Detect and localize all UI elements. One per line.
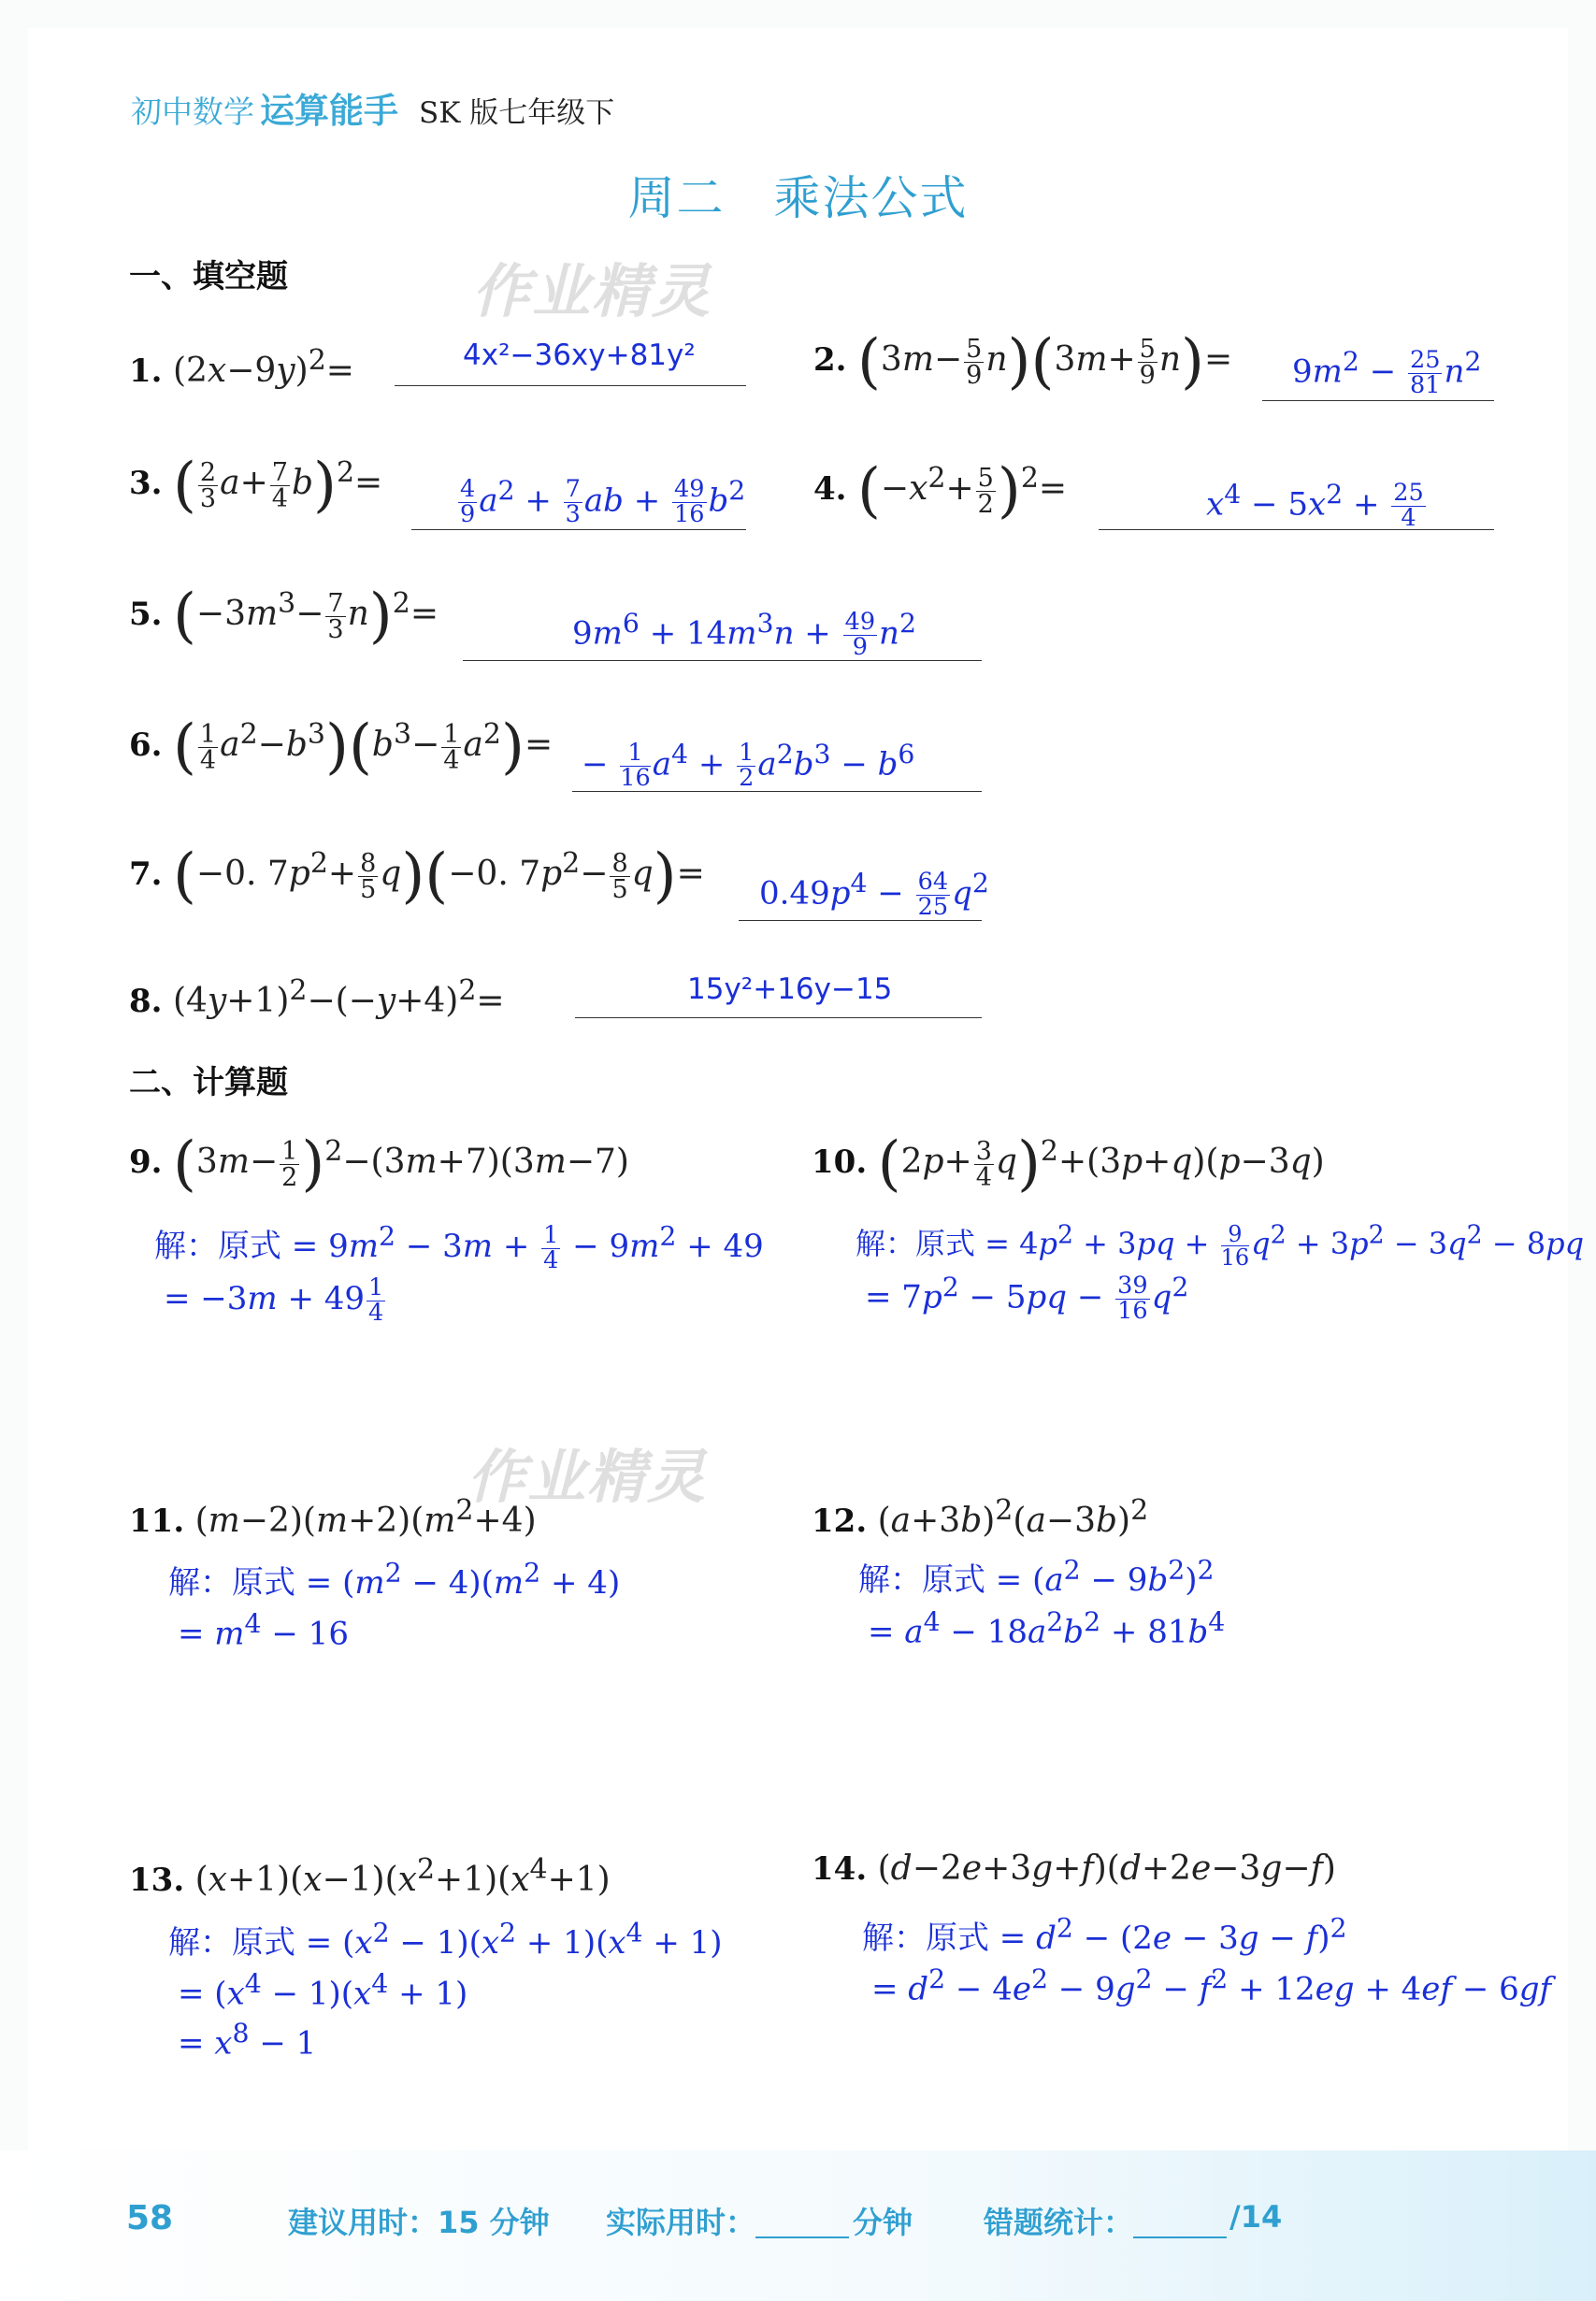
question-number: 3. xyxy=(129,465,163,502)
answer-line xyxy=(463,660,982,661)
question-4: 4. ($-x^2+$ $\frac{5}{2}$ )$^2$= xyxy=(813,456,1068,525)
solution-14-step-1: 解：原式 = $d^2 - (2e - 3g - f)^2$ xyxy=(862,1912,1347,1957)
question-10: 10. (2p+ $\frac{3}{4}$ q)$^2$+(3p+q)(p−3q) xyxy=(812,1129,1325,1199)
question-3: 3. ( $\frac{2}{3}$ a+ $\frac{7}{4}$ b)$^2$= xyxy=(129,451,383,520)
section-fill-title: 一、填空题 xyxy=(129,258,288,295)
watermark: 作业精灵 xyxy=(472,257,712,325)
page-number: 58 xyxy=(126,2199,174,2237)
question-number: 7. xyxy=(129,856,163,893)
solution-13-step-2: = $(x^4 - 1)(x^4 + 1)$ xyxy=(178,1968,468,2013)
question-8: 8. $(4y+1)^2-(-y+4)^2=$ xyxy=(129,974,505,1020)
error-count-label: 错题统计： xyxy=(984,2205,1134,2240)
question-number: 4. xyxy=(813,470,847,508)
question-number: 8. xyxy=(129,983,163,1020)
solution-13-step-1: 解：原式 = $(x^2 - 1)(x^2 + 1)(x^4 + 1)$ xyxy=(168,1917,723,1962)
error-count-field[interactable] xyxy=(1133,2236,1227,2238)
solution-13-step-3: = $x^8 - 1$ xyxy=(178,2018,317,2063)
answer-line xyxy=(1262,400,1494,401)
solution-10-step-1: 解：原式 = $4p^2 + 3pq$ + $\frac{9}{16}$ $q^2 + 3p^2 - 3q^2 - 8pq$ xyxy=(856,1220,1585,1271)
solution-11-step-2: = $m^4 - 16$ xyxy=(178,1608,349,1653)
question-number: 1. xyxy=(129,352,163,390)
solution-14-step-2: = $d^2 - 4e^2 - 9g^2 - f^2 + 12eg + 4ef - 6gf$ xyxy=(871,1963,1552,2008)
question-6: 6. ( $\frac{1}{4}$ $a^2-b^3)(b^3-$ $\frac{1}{4}$ $a^2)=$ xyxy=(129,712,554,782)
question-number: 6. xyxy=(129,726,163,764)
question-number: 12. xyxy=(812,1503,868,1540)
question-number: 5. xyxy=(129,596,163,633)
answer-5: $9m^6 + 14m^3n$ + $\frac{49}{9}$ $n^2$ xyxy=(572,608,916,661)
solution-prefix: 解：原式 = xyxy=(168,1924,333,1962)
actual-time-label: 实际用时： xyxy=(606,2205,756,2240)
answer-8: 15y²+16y−15 xyxy=(687,972,893,1006)
answer-line xyxy=(411,529,746,530)
answer-6: − $\frac{1}{16}$ $a^4$ + $\frac{1}{2}$ $a^2b^3 - b^6$ xyxy=(582,739,915,792)
watermark: 作业精灵 xyxy=(467,1443,708,1511)
section-calc-title: 二、计算题 xyxy=(129,1064,288,1101)
solution-12-step-2: = $a^4 - 18a^2b^2 + 81b^4$ xyxy=(868,1606,1226,1651)
question-number: 2. xyxy=(813,341,847,379)
question-number: 14. xyxy=(812,1850,868,1888)
answer-2: $9m^2$ − $\frac{25}{81}$ $n^2$ xyxy=(1292,346,1482,399)
question-number: 13. xyxy=(129,1862,185,1899)
error-count-total: /14 xyxy=(1229,2199,1283,2235)
answer-line xyxy=(395,385,746,386)
answer-7: $0.49p^4$ − $\frac{64}{25}$ $q^2$ xyxy=(759,868,989,921)
solution-prefix: 解：原式 = xyxy=(856,1226,1010,1261)
question-5: 5. ($-3m^3-$ $\frac{7}{3}$ n)$^2$= xyxy=(129,582,439,651)
brand-subject: 初中数学 xyxy=(131,93,254,130)
solution-prefix: 解：原式 = xyxy=(154,1228,319,1265)
solution-11-step-1: 解：原式 = $(m^2 - 4)(m^2 + 4)$ xyxy=(168,1557,621,1602)
question-11: 11. $(m-2)(m+2)(m^2+4)$ xyxy=(129,1494,537,1540)
question-number: 10. xyxy=(812,1143,868,1181)
question-2: 2. (3m− $\frac{5}{9}$ n)(3m+ $\frac{5}{9}$ n)= xyxy=(813,327,1233,396)
answer-line xyxy=(575,1017,982,1018)
solution-9-step-2: = −3m + 49 $\frac{1}{4}$ xyxy=(164,1273,384,1327)
header-brand xyxy=(131,82,614,133)
solution-12-step-1: 解：原式 = $(a^2 - 9b^2)^2$ xyxy=(858,1554,1215,1599)
answer-1: 4x²−36xy+81y² xyxy=(463,338,696,372)
question-13: 13. $(x+1)(x-1)(x^2+1)(x^4+1)$ xyxy=(129,1853,611,1899)
question-9: 9. (3m− $\frac{1}{2}$ )$^2$−(3m+7)(3m−7) xyxy=(129,1129,629,1199)
answer-4: $x^4 - 5x^2$ + $\frac{25}{4}$ xyxy=(1206,479,1424,532)
answer-3: $\frac{4}{9}$ $a^2$ + $\frac{7}{3}$ ab + $\frac{49}{16}$ $b^2$ xyxy=(460,475,746,528)
footer-band xyxy=(0,2150,1596,2301)
grade-label: SK 版七年级下 xyxy=(419,96,615,130)
actual-time-unit: 分钟 xyxy=(853,2205,913,2240)
solution-9-step-1: 解：原式 = $9m^2 - 3m$ + $\frac{1}{4}$ − $9m^2 + 49$ xyxy=(154,1220,764,1274)
question-14: 14. (d−2e+3g+f)(d+2e−3g−f) xyxy=(812,1849,1336,1888)
brand-series: 运算能手 xyxy=(260,91,398,131)
actual-time-field[interactable] xyxy=(755,2236,849,2238)
solution-prefix: 解：原式 = xyxy=(858,1561,1023,1599)
question-7: 7. (−0. $7p^2+$ $\frac{8}{5}$ q)(−0. $7p^2-$ $\frac{8}{5}$ q)= xyxy=(129,841,705,911)
solution-prefix: 解：原式 = xyxy=(168,1564,333,1602)
solution-10-step-2: = $7p^2 - 5pq$ − $\frac{39}{16}$ $q^2$ xyxy=(865,1272,1189,1325)
solution-prefix: 解：原式 = xyxy=(862,1920,1027,1957)
suggested-time: 建议用时：15 分钟 xyxy=(288,2205,550,2240)
question-number: 11. xyxy=(129,1503,185,1540)
question-12: 12. $(a+3b)^2(a-3b)^2$ xyxy=(812,1494,1149,1540)
page-title: 周二 乘法公式 xyxy=(627,171,969,225)
question-1: 1. $(2x-9y)^2=$ xyxy=(129,344,354,390)
question-number: 9. xyxy=(129,1143,163,1181)
